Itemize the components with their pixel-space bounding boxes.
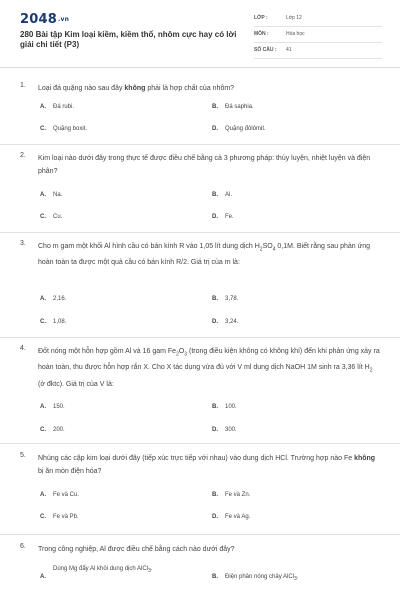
option-letter: A. bbox=[40, 574, 46, 580]
question-number: 3. bbox=[20, 240, 26, 247]
question-number: 5. bbox=[20, 452, 26, 459]
option-letter: B. bbox=[212, 404, 218, 410]
question-divider bbox=[0, 144, 400, 145]
option-text: Fe và Ag. bbox=[225, 514, 251, 520]
meta-row-subject bbox=[254, 29, 382, 43]
meta-value: Lớp 12 bbox=[286, 15, 302, 21]
option-letter: C. bbox=[40, 514, 46, 520]
question-divider bbox=[0, 337, 400, 338]
option-letter: C. bbox=[40, 319, 46, 325]
option-letter: D. bbox=[212, 319, 218, 325]
option-letter: B. bbox=[212, 192, 218, 198]
meta-label: SỐ CÂU : bbox=[254, 47, 277, 53]
option-text: Dùng Mg đẩy Al khỏi dung dịch AlCl$_3$. bbox=[53, 566, 153, 575]
option-letter: A. bbox=[40, 104, 46, 110]
option-text: Đá rubi. bbox=[53, 104, 75, 110]
question-text: Cho m gam một khối Al hình cầu có bán kính R vào 1,05 lít dung dịch $H_2SO_4$ 0,1M. Biết rằng sau phản ứng hoàn toàn ta được một quả cầu có bán kính R/2. Giá trị của m là: bbox=[38, 243, 371, 267]
option-text: 300. bbox=[225, 427, 237, 433]
header-divider bbox=[0, 67, 400, 68]
option-letter: A. bbox=[40, 296, 46, 302]
question-keyword: không bbox=[354, 455, 376, 462]
page-header bbox=[0, 0, 400, 68]
logo-text: 2048 bbox=[20, 12, 57, 27]
option-text: Cu. bbox=[53, 214, 63, 220]
meta-value: 41 bbox=[286, 47, 292, 53]
option-text: Quặng đôlômit. bbox=[225, 126, 266, 132]
option-letter: B. bbox=[212, 296, 218, 302]
option-letter: B. bbox=[212, 574, 218, 580]
question-number: 2. bbox=[20, 152, 26, 159]
question-text: Nhúng các cặp kim loại dưới đây (tiếp xúc trực tiếp với nhau) vào dung dịch HCl. Trường hợp nào Fe không bị ăn mòn điện hóa? bbox=[38, 455, 376, 475]
document-meta bbox=[254, 13, 382, 61]
option-text: Fe và Zn. bbox=[225, 492, 251, 498]
option-text: Na. bbox=[53, 192, 63, 198]
meta-row-class bbox=[254, 13, 382, 27]
option-text: Al. bbox=[225, 192, 233, 198]
option-letter: D. bbox=[212, 427, 218, 433]
question-number: 1. bbox=[20, 82, 26, 89]
question-divider bbox=[0, 443, 400, 444]
document-title: 280 Bài tập Kim loại kiềm, kiềm thổ, nhôm cực hay có lời giải chi tiết (P3) bbox=[20, 30, 237, 49]
option-letter: D. bbox=[212, 126, 218, 132]
question-text: Loại đá quặng nào sau đây không phải là hợp chất của nhôm? bbox=[38, 85, 235, 92]
meta-value: Hóa học bbox=[286, 31, 305, 37]
question-number: 4. bbox=[20, 345, 26, 352]
option-text: Quặng boxit. bbox=[53, 126, 88, 132]
option-letter: C. bbox=[40, 214, 46, 220]
option-letter: A. bbox=[40, 492, 46, 498]
option-letter: A. bbox=[40, 404, 46, 410]
option-text: 200. bbox=[53, 427, 65, 433]
option-text: Fe. bbox=[225, 214, 234, 220]
question-text: Đốt nóng một hỗn hợp gồm Al và 16 gam $Fe_2O_3$ (trong điều kiện không có không khí) đến khi phản ứng xảy ra hoàn toàn, thu được hỗn hợp rắn X. Cho X tác dụng vừa đủ với V ml dung dịch NaOH 1M sinh ra 3,36 lít $H_2$ (ở đktc). Giá trị của V là: bbox=[38, 348, 380, 388]
option-letter: B. bbox=[212, 492, 218, 498]
option-text: Fe và Cu. bbox=[53, 492, 80, 498]
question-number: 6. bbox=[20, 543, 26, 550]
option-letter: D. bbox=[212, 514, 218, 520]
option-letter: D. bbox=[212, 214, 218, 220]
option-text: Đá saphia. bbox=[225, 104, 254, 110]
meta-label: LỚP : bbox=[254, 15, 268, 21]
option-a[interactable] bbox=[40, 565, 210, 595]
option-text: 3,78. bbox=[225, 296, 239, 302]
question-text: Kim loại nào dưới đây trong thực tế được điều chế bằng cả 3 phương pháp: thủy luyện, nhiệt luyện và điện phân? bbox=[38, 155, 371, 175]
option-text: 100. bbox=[225, 404, 237, 410]
option-text: 3,24. bbox=[225, 319, 239, 325]
option-letter: A. bbox=[40, 192, 46, 198]
question-keyword: không bbox=[124, 85, 146, 92]
question-divider bbox=[0, 534, 400, 535]
question-divider bbox=[0, 232, 400, 233]
option-text: Fe và Pb. bbox=[53, 514, 79, 520]
option-text: 2,16. bbox=[53, 296, 67, 302]
site-logo[interactable] bbox=[20, 12, 69, 27]
option-letter: C. bbox=[40, 427, 46, 433]
meta-row-count bbox=[254, 45, 382, 59]
option-letter: B. bbox=[212, 104, 218, 110]
logo-suffix: .vn bbox=[57, 16, 70, 23]
question-text: Trong công nghiệp, Al được điều chế bằng cách nào dưới đây? bbox=[38, 546, 235, 553]
option-text: 1,08. bbox=[53, 319, 67, 325]
meta-label: MÔN : bbox=[254, 31, 269, 37]
option-text: 150. bbox=[53, 404, 65, 410]
option-letter: C. bbox=[40, 126, 46, 132]
option-text: Điện phân nóng chảy AlCl$_3$. bbox=[225, 574, 299, 583]
